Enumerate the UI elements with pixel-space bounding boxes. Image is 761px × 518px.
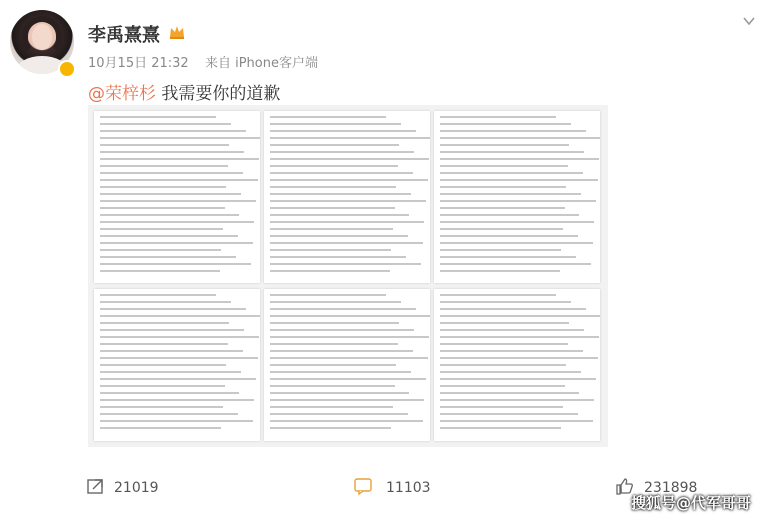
comment-count[interactable]: 11103 xyxy=(386,480,431,496)
handwriting-line xyxy=(270,242,423,244)
handwriting-line xyxy=(270,315,430,317)
handwriting-line xyxy=(100,235,238,237)
handwriting-line xyxy=(100,207,225,209)
handwriting-line xyxy=(100,329,244,331)
handwriting-line xyxy=(440,172,583,174)
handwriting-line xyxy=(270,249,391,251)
handwriting-line xyxy=(440,343,568,345)
handwriting-line xyxy=(100,371,241,373)
handwriting-line xyxy=(440,364,566,366)
handwriting-line xyxy=(100,186,226,188)
handwriting-line xyxy=(440,357,598,359)
handwriting-line xyxy=(100,263,251,265)
post-date[interactable]: 10月15日 21:32 xyxy=(88,56,189,71)
handwriting-line xyxy=(440,385,565,387)
handwriting-line xyxy=(440,263,591,265)
handwriting-line xyxy=(270,427,391,429)
handwriting-line xyxy=(100,256,236,258)
handwriting-line xyxy=(440,329,584,331)
handwriting-line xyxy=(100,123,231,125)
handwriting-line xyxy=(100,357,258,359)
handwriting-line xyxy=(100,385,225,387)
handwriting-line xyxy=(440,308,586,310)
handwriting-line xyxy=(440,193,581,195)
handwriting-line xyxy=(270,385,395,387)
handwriting-line xyxy=(100,249,221,251)
post-text xyxy=(88,79,280,104)
letter-page-4 xyxy=(94,289,260,441)
handwriting-line xyxy=(100,427,221,429)
handwriting-line xyxy=(100,116,216,118)
handwriting-line xyxy=(100,343,228,345)
handwriting-line xyxy=(270,364,396,366)
handwriting-line xyxy=(100,221,254,223)
handwriting-line xyxy=(270,406,393,408)
handwriting-line xyxy=(100,228,223,230)
handwriting-line xyxy=(100,399,254,401)
handwriting-line xyxy=(440,249,561,251)
handwriting-line xyxy=(100,144,229,146)
handwriting-line xyxy=(440,186,566,188)
repost-count[interactable]: 21019 xyxy=(114,480,159,496)
handwriting-line xyxy=(440,427,561,429)
handwriting-line xyxy=(100,406,223,408)
handwriting-line xyxy=(440,392,579,394)
handwriting-line xyxy=(270,207,395,209)
handwriting-line xyxy=(270,193,411,195)
handwriting-line xyxy=(100,193,241,195)
handwriting-line xyxy=(100,294,216,296)
handwriting-line xyxy=(270,221,424,223)
handwriting-line xyxy=(100,165,228,167)
handwriting-line xyxy=(270,172,413,174)
handwriting-line xyxy=(100,179,258,181)
chevron-down-icon[interactable] xyxy=(742,14,756,28)
handwriting-line xyxy=(440,322,569,324)
handwriting-line xyxy=(100,322,229,324)
handwriting-line xyxy=(440,315,600,317)
handwriting-line xyxy=(100,214,239,216)
handwriting-line xyxy=(270,158,429,160)
handwriting-line xyxy=(440,406,563,408)
handwriting-line xyxy=(440,371,581,373)
handwriting-line xyxy=(440,137,600,139)
letter-page-5 xyxy=(264,289,430,441)
handwriting-line xyxy=(440,420,593,422)
watermark: 搜狐号@代军哥哥 xyxy=(630,494,751,512)
mention-link[interactable]: @荣梓杉 xyxy=(88,84,156,104)
handwriting-line xyxy=(100,137,260,139)
handwriting-line xyxy=(100,315,260,317)
handwriting-line xyxy=(270,263,421,265)
letter-page-2 xyxy=(264,111,430,283)
handwriting-line xyxy=(270,200,426,202)
comment-icon[interactable] xyxy=(353,476,373,496)
handwriting-line xyxy=(440,123,571,125)
handwriting-line xyxy=(270,378,426,380)
handwriting-line xyxy=(440,207,565,209)
handwriting-line xyxy=(440,200,596,202)
like-count[interactable]: 231898 xyxy=(644,480,698,496)
handwriting-line xyxy=(100,242,253,244)
handwriting-line xyxy=(270,144,399,146)
handwriting-line xyxy=(270,137,430,139)
repost-icon[interactable] xyxy=(86,476,106,496)
letter-page-3 xyxy=(434,111,600,283)
handwriting-line xyxy=(100,151,244,153)
handwriting-line xyxy=(100,270,220,272)
handwriting-line xyxy=(100,158,259,160)
post-meta xyxy=(88,52,318,71)
handwriting-line xyxy=(270,336,429,338)
handwriting-line xyxy=(270,214,409,216)
handwriting-line xyxy=(270,116,386,118)
handwriting-line xyxy=(440,221,594,223)
handwriting-line xyxy=(270,413,408,415)
handwriting-line xyxy=(270,235,408,237)
handwriting-line xyxy=(270,270,390,272)
handwriting-line xyxy=(100,350,243,352)
handwriting-line xyxy=(270,256,406,258)
handwriting-line xyxy=(440,179,598,181)
handwriting-line xyxy=(440,378,596,380)
handwriting-line xyxy=(270,343,398,345)
handwriting-line xyxy=(100,336,259,338)
handwriting-line xyxy=(440,413,578,415)
letter-page-6 xyxy=(434,289,600,441)
handwriting-line xyxy=(100,301,231,303)
verified-badge-icon xyxy=(58,60,76,78)
handwriting-line xyxy=(100,378,256,380)
handwriting-line xyxy=(440,350,583,352)
handwriting-line xyxy=(270,130,416,132)
handwriting-line xyxy=(440,130,586,132)
handwriting-line xyxy=(440,242,593,244)
handwriting-line xyxy=(440,165,568,167)
handwriting-line xyxy=(270,392,409,394)
handwriting-line xyxy=(270,123,401,125)
handwriting-line xyxy=(270,329,414,331)
handwriting-line xyxy=(440,214,579,216)
handwriting-line xyxy=(270,371,411,373)
handwriting-line xyxy=(270,399,424,401)
handwriting-line xyxy=(270,179,428,181)
handwriting-line xyxy=(100,413,238,415)
handwriting-line xyxy=(270,165,398,167)
handwriting-line xyxy=(100,308,246,310)
handwriting-line xyxy=(440,399,594,401)
handwriting-line xyxy=(270,322,399,324)
handwriting-line xyxy=(270,301,401,303)
handwriting-line xyxy=(100,130,246,132)
handwriting-line xyxy=(100,200,256,202)
handwriting-line xyxy=(440,294,556,296)
handwriting-line xyxy=(270,357,428,359)
handwriting-line xyxy=(100,364,226,366)
handwriting-line xyxy=(100,420,253,422)
author-name[interactable]: 李禹熹熹 xyxy=(88,25,160,46)
handwriting-line xyxy=(100,392,239,394)
handwriting-line xyxy=(270,308,416,310)
handwriting-line xyxy=(100,172,243,174)
crown-icon xyxy=(168,23,186,41)
handwriting-line xyxy=(440,336,599,338)
post-body: 我需要你的道歉 xyxy=(156,84,281,104)
handwriting-line xyxy=(440,228,563,230)
handwriting-line xyxy=(440,256,576,258)
handwriting-line xyxy=(440,301,571,303)
letter-image[interactable] xyxy=(88,105,608,447)
handwriting-line xyxy=(440,151,584,153)
letter-page-1 xyxy=(94,111,260,283)
handwriting-line xyxy=(440,235,578,237)
handwriting-line xyxy=(270,186,396,188)
handwriting-line xyxy=(440,144,569,146)
handwriting-line xyxy=(440,158,599,160)
handwriting-line xyxy=(270,294,386,296)
post-source: 来自 iPhone客户端 xyxy=(204,56,318,71)
handwriting-line xyxy=(440,270,560,272)
handwriting-line xyxy=(270,420,423,422)
handwriting-line xyxy=(270,228,393,230)
handwriting-line xyxy=(270,151,414,153)
handwriting-line xyxy=(270,350,413,352)
handwriting-line xyxy=(440,116,556,118)
